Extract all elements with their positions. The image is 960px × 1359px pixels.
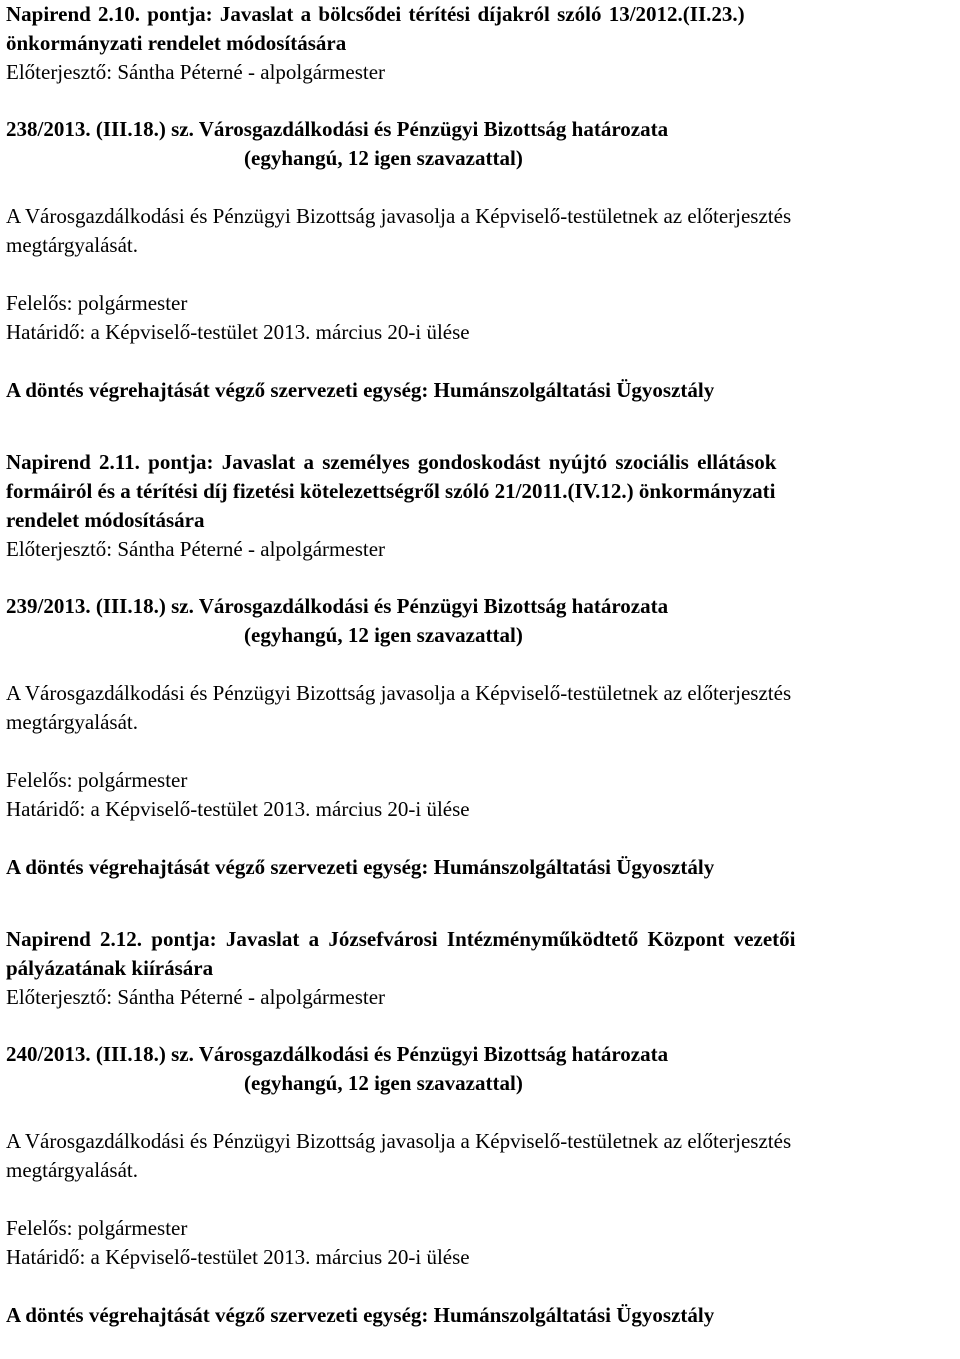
agenda-title-line: Napirend 2.12. pontja: Javaslat a Józsefvárosi Intézményműködtető Központ vezetői — [6, 927, 796, 951]
agenda-title-line: Napirend 2.10. pontja: Javaslat a bölcsődei térítési díjakról szóló 13/2012.(II.23.) — [6, 2, 745, 26]
resolution-heading: 238/2013. (III.18.) sz. Városgazdálkodási és Pénzügyi Bizottság határozata — [6, 117, 669, 141]
agenda-title-line: rendelet módosítására — [6, 508, 205, 532]
executing-unit: A döntés végrehajtását végző szervezeti egység: Humánszolgáltatási Ügyosztály — [6, 855, 715, 879]
agenda-title — [6, 925, 954, 983]
resolution-vote: (egyhangú, 12 igen szavazattal) — [244, 623, 523, 647]
document-page — [6, 0, 954, 1330]
agenda-title-line: önkormányzati rendelet módosítására — [6, 31, 347, 55]
resolution-body — [6, 1127, 954, 1185]
presenter: Előterjesztő: Sántha Péterné - alpolgármester — [6, 537, 386, 561]
resolution-vote: (egyhangú, 12 igen szavazattal) — [244, 1071, 523, 1095]
executing-unit: A döntés végrehajtását végző szervezeti egység: Humánszolgáltatási Ügyosztály — [6, 1303, 715, 1327]
resolution-heading: 239/2013. (III.18.) sz. Városgazdálkodási és Pénzügyi Bizottság határozata — [6, 594, 669, 618]
resolution-body-line: megtárgyalását. — [6, 233, 138, 257]
agenda-title-line: pályázatának kiírására — [6, 956, 214, 980]
presenter: Előterjesztő: Sántha Péterné - alpolgármester — [6, 985, 386, 1009]
agenda-title-line: Napirend 2.11. pontja: Javaslat a személyes gondoskodást nyújtó szociális ellátások — [6, 450, 777, 474]
resolution-body-line: megtárgyalását. — [6, 1158, 138, 1182]
agenda-item — [6, 0, 954, 405]
resolution-body — [6, 202, 954, 260]
agenda-title — [6, 448, 954, 535]
agenda-item — [6, 925, 954, 1330]
deadline: Határidő: a Képviselő-testület 2013. március 20-i ülése — [6, 797, 470, 821]
deadline: Határidő: a Képviselő-testület 2013. március 20-i ülése — [6, 1245, 470, 1269]
deadline: Határidő: a Képviselő-testület 2013. március 20-i ülése — [6, 320, 470, 344]
responsible: Felelős: polgármester — [6, 291, 188, 315]
resolution-body-line: A Városgazdálkodási és Pénzügyi Bizottság javasolja a Képviselő-testületnek az előterjesztés — [6, 204, 792, 228]
resolution-heading: 240/2013. (III.18.) sz. Városgazdálkodási és Pénzügyi Bizottság határozata — [6, 1042, 669, 1066]
executing-unit: A döntés végrehajtását végző szervezeti egység: Humánszolgáltatási Ügyosztály — [6, 378, 715, 402]
agenda-title-line: formáiról és a térítési díj fizetési kötelezettségről szóló 21/2011.(IV.12.) önkormányzati — [6, 479, 776, 503]
responsible: Felelős: polgármester — [6, 768, 188, 792]
resolution-body — [6, 679, 954, 737]
resolution-vote: (egyhangú, 12 igen szavazattal) — [244, 146, 523, 170]
agenda-title — [6, 0, 954, 58]
resolution-body-line: A Városgazdálkodási és Pénzügyi Bizottság javasolja a Képviselő-testületnek az előterjesztés — [6, 681, 792, 705]
resolution-body-line: A Városgazdálkodási és Pénzügyi Bizottság javasolja a Képviselő-testületnek az előterjesztés — [6, 1129, 792, 1153]
resolution-body-line: megtárgyalását. — [6, 710, 138, 734]
presenter: Előterjesztő: Sántha Péterné - alpolgármester — [6, 60, 386, 84]
responsible: Felelős: polgármester — [6, 1216, 188, 1240]
agenda-item — [6, 448, 954, 882]
